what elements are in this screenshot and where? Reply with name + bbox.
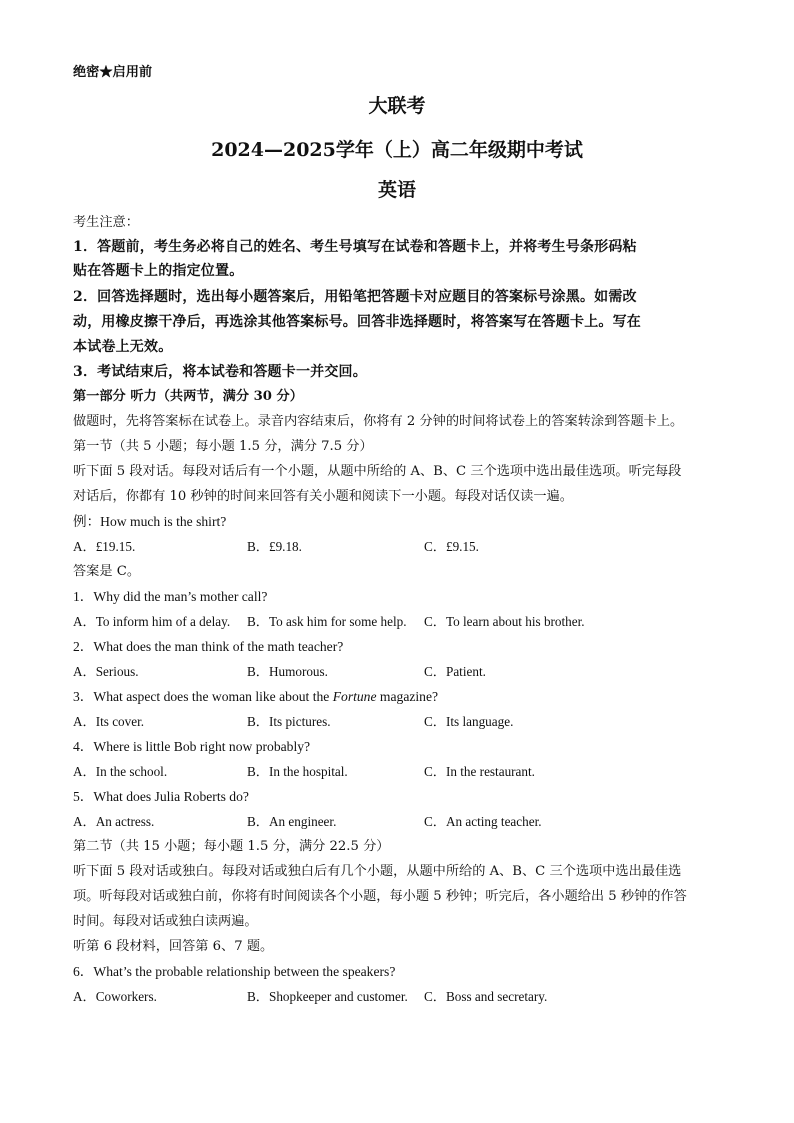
section1-instructions: 听下面 5 段对话。每段对话后有一个小题，从题中所给的 A、B、C 三个选项中选出最佳选项。听完每段 [73,464,682,479]
question-1-option-c: C．To learn about his brother. [424,614,585,629]
notice-line: 2．回答选择题时，选出每小题答案后，用铅笔把答题卡对应题目的答案标号涂黑。如需改 [73,289,637,305]
material-6-instruction: 听第 6 段材料，回答第 6、7 题。 [73,939,274,954]
question-3-text-end: magazine? [376,689,439,704]
subject-title: 英语 [377,179,416,201]
question-1-option-b: B．To ask him for some help. [247,614,407,629]
notice-line: 本试卷上无效。 [73,339,173,355]
section2-instructions: 项。听每段对话或独白前，你将有时间阅读各个小题，每小题 5 秒钟；听完后，各小题给出 5 秒钟的作答 [73,889,687,904]
question-3-magazine-name: Fortune [332,689,377,704]
notice-line: 贴在答题卡上的指定位置。 [73,263,244,279]
notice-line: 3．考试结束后，将本试卷和答题卡一并交回。 [73,364,367,380]
notice-line: 动，用橡皮擦干净后，再选涂其他答案标号。回答非选择题时，将答案写在答题卡上。写在 [73,314,641,330]
section1-instructions: 对话后，你都有 10 秒钟的时间来回答有关小题和阅读下一小题。每段对话仅读一遍。 [73,489,573,504]
question-4-option-a: A．In the school. [73,764,168,779]
example-option-a: A．£19.15. [73,539,136,554]
part1-intro: 做题时，先将答案标在试卷上。录音内容结束后，你将有 2 分钟的时间将试卷上的答案转涂到答题卡上。 [73,414,684,429]
section2-heading: 第二节（共 15 小题；每小题 1.5 分，满分 22.5 分） [73,839,390,854]
part1-heading: 第一部分 听力（共两节，满分 30 分） [73,389,303,404]
question-2: 2．What does the man think of the math teacher? [73,639,344,654]
question-6-option-a: A．Coworkers. [73,989,157,1004]
organizer-title: 大联考 [368,95,426,117]
question-4-option-c: C．In the restaurant. [424,764,535,779]
question-3-option-c: C．Its language. [424,714,514,729]
example-option-c: C．£9.15. [424,539,479,554]
question-2-option-c: C．Patient. [424,664,486,679]
exam-title: 2024—2025学年（上）高二年级期中考试 [211,139,583,161]
question-2-option-b: B．Humorous. [247,664,328,679]
example-question: 例：How much is the shirt? [73,514,227,529]
question-1: 1．Why did the man’s mother call? [73,589,268,604]
question-4-option-b: B．In the hospital. [247,764,348,779]
question-3-option-b: B．Its pictures. [247,714,331,729]
question-5: 5．What does Julia Roberts do? [73,789,249,804]
question-3-text: 3．What aspect does the woman like about the [73,689,333,704]
question-6-option-b: B．Shopkeeper and customer. [247,989,408,1004]
question-6-option-c: C．Boss and secretary. [424,989,548,1004]
question-3 [73,688,438,706]
confidential-label: 绝密★启用前 [73,65,153,80]
question-3-option-a: A．Its cover. [73,714,145,729]
question-5-option-a: A．An actress. [73,814,155,829]
question-1-option-a: A．To inform him of a delay. [73,614,231,629]
notice-line: 1．答题前，考生务必将自己的姓名、考生号填写在试卷和答题卡上，并将考生号条形码粘 [73,239,637,255]
question-5-option-b: B．An engineer. [247,814,337,829]
question-2-option-a: A．Serious. [73,664,139,679]
question-6: 6．What’s the probable relationship between the speakers? [73,964,396,979]
example-answer: 答案是 C。 [73,564,141,579]
example-option-b: B．£9.18. [247,539,302,554]
question-5-option-c: C．An acting teacher. [424,814,542,829]
notice-heading: 考生注意： [73,215,139,230]
section2-instructions: 听下面 5 段对话或独白。每段对话或独白后有几个小题，从题中所给的 A、B、C 三个选项中选出最佳选 [73,864,682,879]
section1-heading: 第一节（共 5 小题；每小题 1.5 分，满分 7.5 分） [73,439,373,454]
section2-instructions: 时间。每段对话或独白读两遍。 [73,914,258,929]
question-4: 4．Where is little Bob right now probably? [73,739,311,754]
